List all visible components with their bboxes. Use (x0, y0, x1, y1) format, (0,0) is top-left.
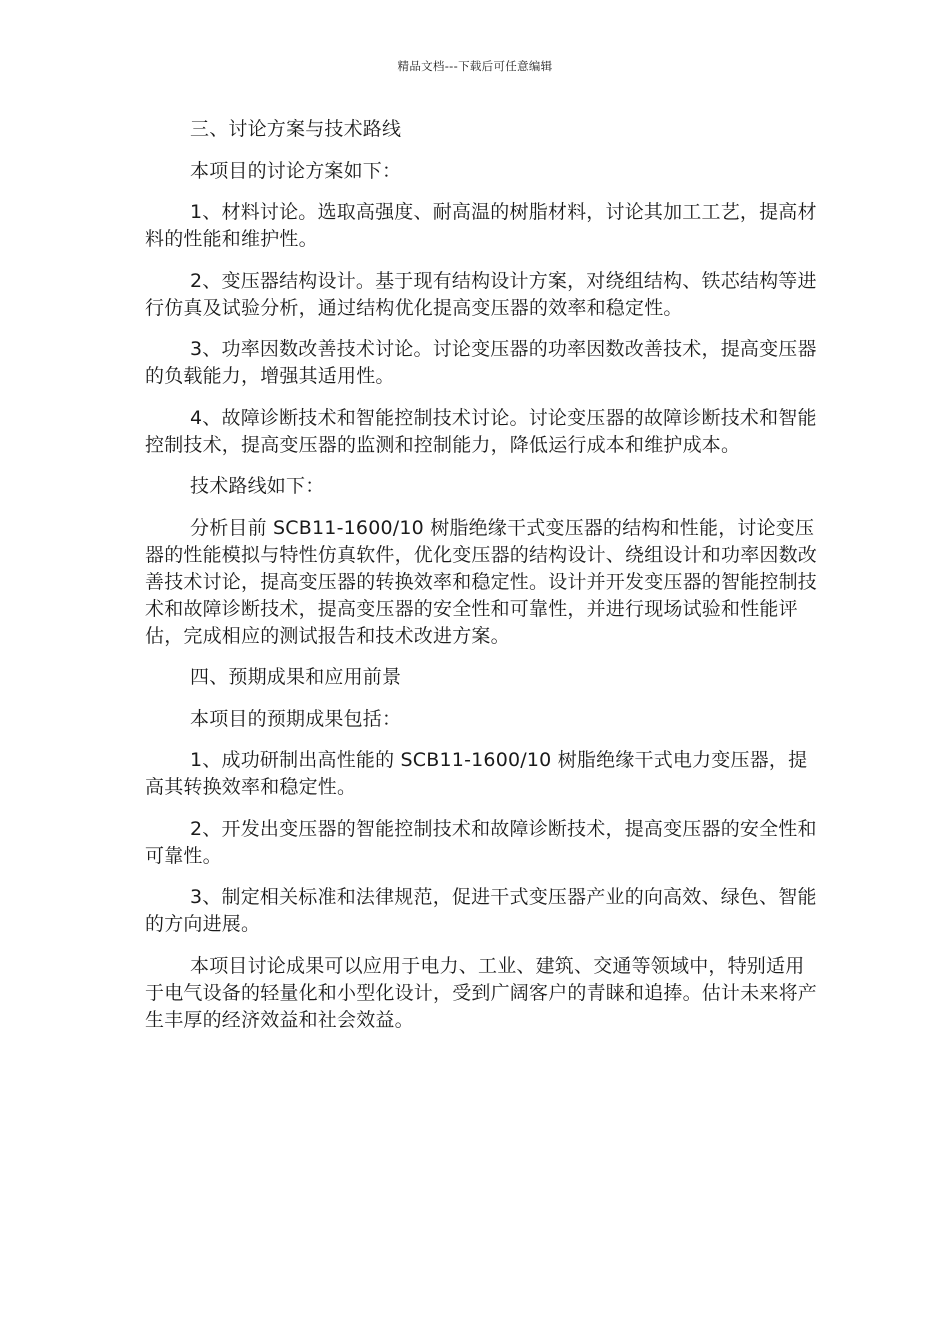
paragraph: 4、故障诊断技术和智能控制技术讨论。讨论变压器的故障诊断技术和智能控制技术，提高变压器的监测和控制能力，降低运行成本和维护成本。 (145, 406, 817, 456)
paragraph: 1、成功研制出高性能的 SCB11-1600/10 树脂绝缘干式电力变压器，提高其转换效率和稳定性。 (145, 749, 808, 798)
document-body (145, 116, 820, 1034)
page-header: 精品文档---下载后可任意编辑 (397, 59, 553, 73)
paragraph: 本项目的讨论方案如下： (190, 159, 402, 182)
paragraph: 本项目讨论成果可以应用于电力、工业、建筑、交通等领域中，特别适用于电气设备的轻量化和小型化设计，受到广阔客户的青睐和追捧。估计未来将产生丰厚的经济效益和社会效益。 (145, 954, 818, 1031)
paragraph: 技术路线如下： (190, 475, 325, 497)
paragraph: 本项目的预期成果包括： (190, 707, 402, 730)
paragraph: 2、变压器结构设计。基于现有结构设计方案，对绕组结构、铁芯结构等进行仿真及试验分析，通过结构优化提高变压器的效率和稳定性。 (145, 269, 817, 319)
paragraph: 3、制定相关标准和法律规范，促进干式变压器产业的向高效、绿色、智能的方向进展。 (145, 886, 817, 935)
section-heading-4: 四、预期成果和应用前景 (190, 666, 402, 688)
paragraph: 3、功率因数改善技术讨论。讨论变压器的功率因数改善技术，提高变压器的负载能力，增强其适用性。 (145, 338, 817, 387)
paragraph: 1、材料讨论。选取高强度、耐高温的树脂材料，讨论其加工工艺，提高材料的性能和维护性。 (145, 201, 817, 250)
paragraph: 分析目前 SCB11-1600/10 树脂绝缘干式变压器的结构和性能，讨论变压器的性能模拟与特性仿真软件，优化变压器的结构设计、绕组设计和功率因数改善技术讨论，提高变压器的转换效率和稳定性。设计并开发变压器的智能控制技术和故障诊断技术，提高变压器的安全性和可靠性，并进行现场试验和性能评估，完成相应的测试报告和技术改进方案。 (145, 516, 818, 647)
paragraph: 2、开发出变压器的智能控制技术和故障诊断技术，提高变压器的安全性和可靠性。 (145, 817, 817, 867)
section-heading-3: 三、讨论方案与技术路线 (190, 118, 402, 140)
